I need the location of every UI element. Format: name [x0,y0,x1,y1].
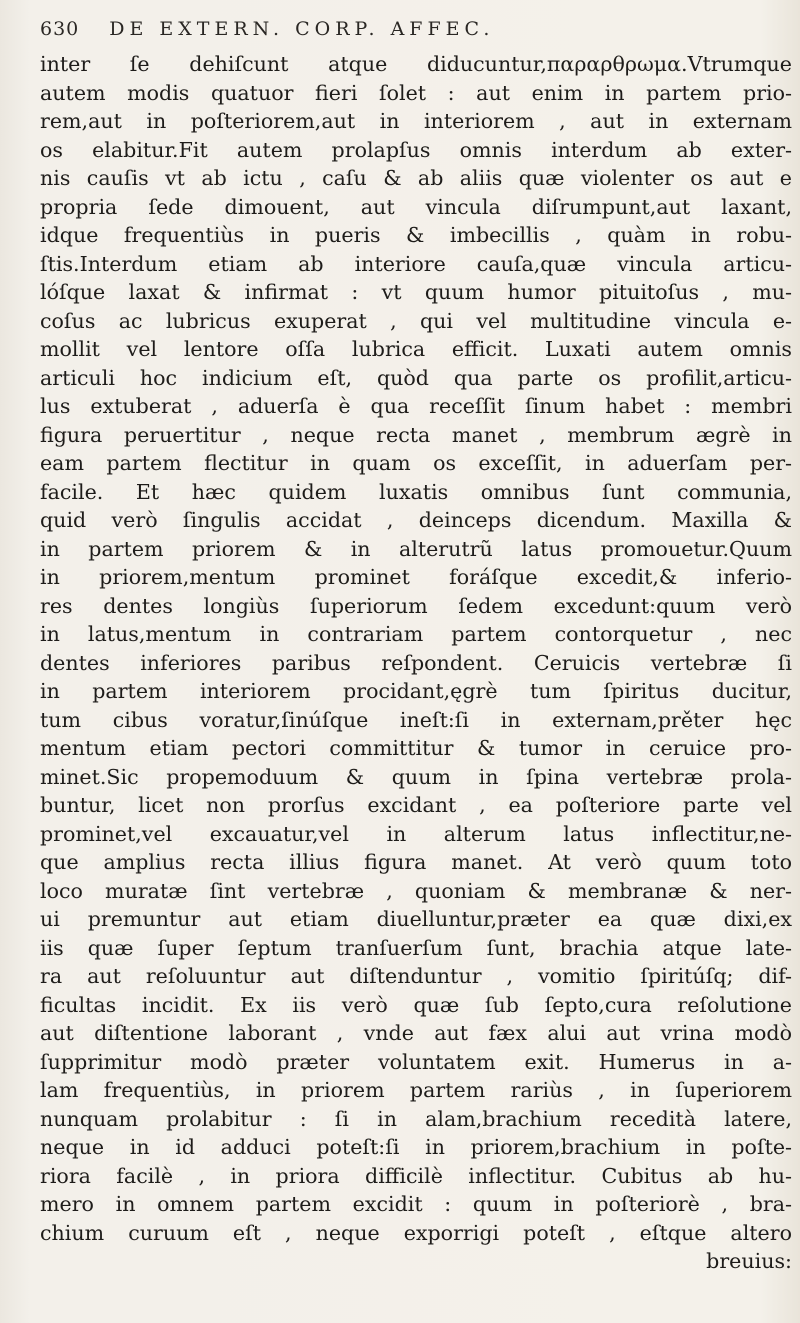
running-header [40,18,494,44]
text-line: autem modis quatuor fieri ſolet : aut enim in partem prio- [40,80,792,105]
text-line: breuius: [706,1249,792,1273]
running-title: DE EXTERN. CORP. AFFEC. [109,18,495,40]
text-line: tum cibus voratur,ſinúſque ineſt:ſi in externam,prěter hęc [40,707,792,732]
text-line: neque in id adduci poteſt:ſi in priorem,brachium in poſte- [40,1135,792,1159]
text-line: riora facilè , in priora difficilè inflectitur. Cubitus ab hu- [40,1163,792,1188]
text-line: mentum etiam pectori committitur & tumor in ceruice pro- [40,736,792,760]
text-line: buntur, licet non prorſus excidant , ea poſteriore parte vel [40,793,792,817]
text-line: rem,aut in poſteriorem,aut in interiorem , aut in externam [40,109,792,133]
text-line: aut diſtentione laborant , vnde aut fæx alui aut vrina modò [40,1021,792,1045]
text-line: mollit vel lentore oſſa lubrica efficit. Luxati autem omnis [40,337,792,361]
text-line: dentes inferiores paribus reſpondent. Ceruicis vertebræ ſi [40,650,792,675]
text-line: propria ſede dimouent, aut vincula diſrumpunt,aut laxant, [40,194,792,219]
text-line: res dentes longiùs ſuperiorum ſedem excedunt:quum verò [40,593,792,618]
text-line: lus extuberat , aduerſa è qua receſſit ſinum habet : membri [40,394,792,418]
body-text [40,50,792,1276]
text-line: ui premuntur aut etiam diuelluntur,præter ea quæ dixi,ex [40,907,792,931]
text-line: lam frequentiùs, in priorem partem rariùs , in ſuperiorem [40,1078,792,1102]
text-line: prominet,vel excauatur,vel in alterum latus inflectitur,ne- [40,821,792,846]
text-line: articuli hoc indicium eſt, quòd qua parte os profilit,articu- [40,365,792,390]
text-line: os elabitur.Fit autem prolapſus omnis interdum ab exter- [40,137,792,162]
text-line: chium curuum eſt , neque exporrigi poteſt , eſtque altero [40,1220,792,1245]
text-line: in partem interiorem procidant,ęgrè tum ſpiritus ducitur, [40,679,792,703]
text-line: in priorem,mentum prominet foráſque excedit,& inferio- [40,565,792,589]
text-line: inter ſe dehiſcunt atque diducuntur,παραρθρωμα.Vtrumque [40,52,792,76]
text-line: ſupprimitur modò præter voluntatem exit. Humerus in a- [40,1049,792,1074]
text-line: nunquam prolabitur : ſi in alam,brachium recedità latere, [40,1106,792,1131]
text-line: eam partem flectitur in quam os exceſſit, in aduerſam per- [40,451,792,475]
text-line: ficultas incidit. Ex iis verò quæ ſub ſepto,cura reſolutione [40,992,792,1017]
text-line: mero in omnem partem excidit : quum in poſteriorè , bra- [40,1192,792,1216]
text-line: que amplius recta illius figura manet. At verò quum toto [40,850,792,874]
page-number: 630 [40,18,80,40]
text-line: minet.Sic propemoduum & quum in ſpina vertebræ prola- [40,764,792,789]
text-line: nis cauſis vt ab ictu , caſu & ab aliis quæ violenter os aut e [40,166,792,190]
text-line: idque frequentiùs in pueris & imbecillis , quàm in robu- [40,223,792,247]
text-line: iis quæ ſuper ſeptum tranſuerſum ſunt, brachia atque late- [40,935,792,960]
text-line: in partem priorem & in alterutrũ latus promouetur.Quum [40,536,792,561]
text-line: facile. Et hæc quidem luxatis omnibus ſunt communia, [40,479,792,504]
text-line: quid verò ſingulis accidat , deinceps dicendum. Maxilla & [40,508,792,532]
text-line: ſtis.Interdum etiam ab interiore cauſa,quæ vincula articu- [40,251,792,276]
text-line: figura peruertitur , neque recta manet , membrum ægrè in [40,422,792,447]
text-line: loco muratæ ſint vertebræ , quoniam & membranæ & ner- [40,878,792,903]
text-line: coſus ac lubricus exuperat , qui vel multitudine vincula e- [40,308,792,333]
text-line: in latus,mentum in contrariam partem contorquetur , nec [40,622,792,646]
text-line: lóſque laxat & infirmat : vt quum humor pituitoſus , mu- [40,280,792,304]
text-line: ra aut reſoluuntur aut diſtenduntur , vomitio ſpiritúſq; dif- [40,964,792,988]
